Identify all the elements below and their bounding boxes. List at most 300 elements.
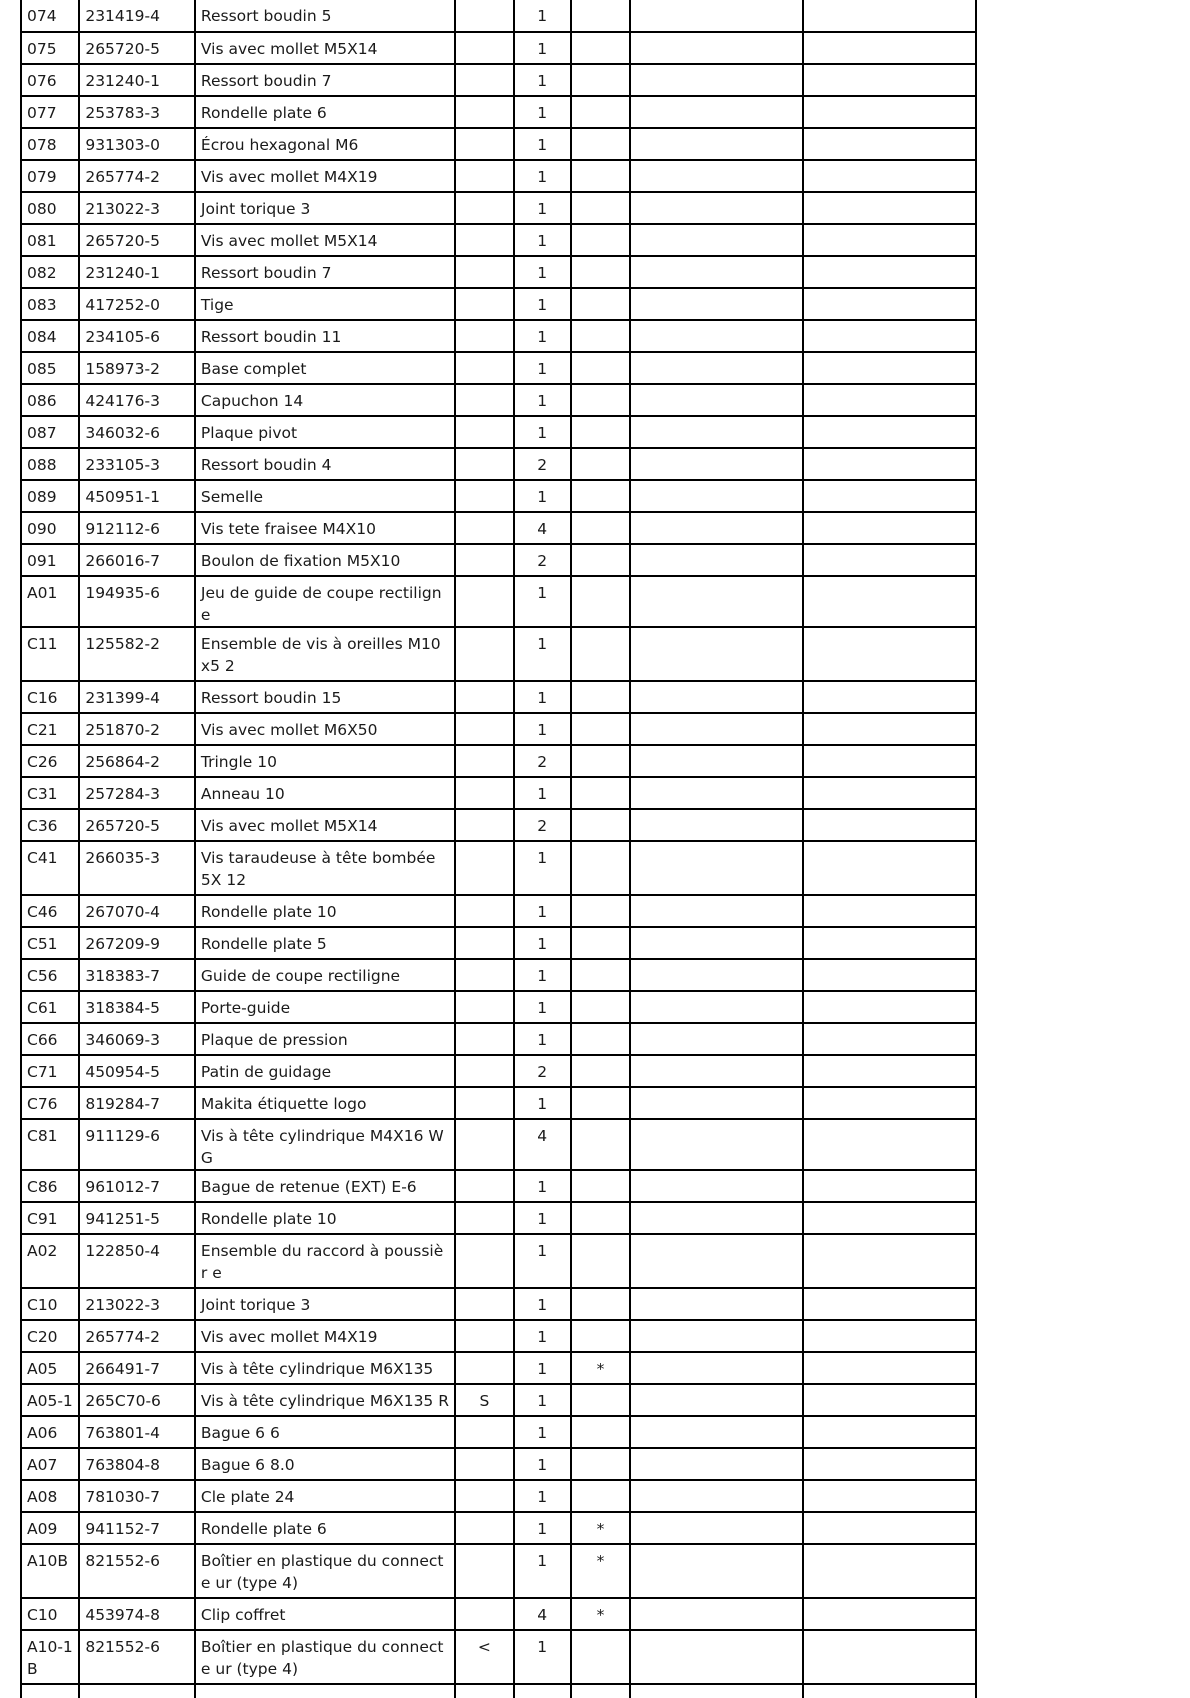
part-note xyxy=(455,288,513,320)
part-quantity: 1 xyxy=(514,32,571,64)
empty-cell-a xyxy=(630,895,803,927)
table-row xyxy=(21,1055,976,1087)
part-mark xyxy=(571,1202,630,1234)
part-position: 087 xyxy=(21,416,79,448)
part-number: 961012-7 xyxy=(79,1170,195,1202)
part-position: C71 xyxy=(21,1055,79,1087)
empty-cell-a xyxy=(630,809,803,841)
empty-cell-a xyxy=(630,1288,803,1320)
part-note xyxy=(455,713,513,745)
parts-table xyxy=(20,0,977,1698)
part-quantity: 1 xyxy=(514,256,571,288)
part-position: 074 xyxy=(21,0,79,32)
part-number: 231419-4 xyxy=(79,0,195,32)
part-description: Tige xyxy=(195,288,455,320)
empty-cell-a xyxy=(630,32,803,64)
empty-cell-a xyxy=(630,576,803,627)
part-note xyxy=(455,32,513,64)
table-row xyxy=(21,681,976,713)
part-description: Bague de retenue (EXT) E-6 xyxy=(195,1170,455,1202)
part-mark xyxy=(571,627,630,681)
part-mark xyxy=(571,1170,630,1202)
part-mark xyxy=(571,927,630,959)
part-quantity: 1 xyxy=(514,160,571,192)
part-number: 318383-7 xyxy=(79,959,195,991)
empty-cell-b xyxy=(803,544,976,576)
part-number: 266035-3 xyxy=(79,841,195,895)
table-row xyxy=(21,1480,976,1512)
part-description: Ressort boudin 7 xyxy=(195,256,455,288)
empty-cell-b xyxy=(803,32,976,64)
empty-cell-b xyxy=(803,1416,976,1448)
part-mark xyxy=(571,1119,630,1170)
part-mark xyxy=(571,32,630,64)
part-position: A05-1 xyxy=(21,1384,79,1416)
part-number: 450951-1 xyxy=(79,480,195,512)
empty-cell-b xyxy=(803,416,976,448)
empty-cell-a xyxy=(630,544,803,576)
part-mark xyxy=(571,895,630,927)
table-row xyxy=(21,1512,976,1544)
part-description: Clip coffret xyxy=(195,1598,455,1630)
empty-cell-a xyxy=(630,224,803,256)
part-description: Semelle xyxy=(195,480,455,512)
part-quantity: 1 xyxy=(514,1512,571,1544)
part-note xyxy=(455,745,513,777)
part-description: Rondelle plate 10 xyxy=(195,895,455,927)
part-position: C36 xyxy=(21,809,79,841)
part-number: 194935-6 xyxy=(79,576,195,627)
part-number: 821552-6 xyxy=(79,1630,195,1684)
part-quantity: 2 xyxy=(514,448,571,480)
table-row xyxy=(21,1087,976,1119)
table-row xyxy=(21,991,976,1023)
empty-cell-b xyxy=(803,959,976,991)
part-position: 080 xyxy=(21,192,79,224)
part-description: Vis avec mollet M6X50 xyxy=(195,713,455,745)
part-number: 781030-7 xyxy=(79,1480,195,1512)
part-description: Makita étiquette logo xyxy=(195,1087,455,1119)
part-note xyxy=(455,841,513,895)
empty-cell-b xyxy=(803,1170,976,1202)
part-number: 251870-2 xyxy=(79,713,195,745)
part-description: Vis à tête cylindrique M6X135 R xyxy=(195,1384,455,1416)
part-number: 266491-7 xyxy=(79,1352,195,1384)
part-number: 265720-5 xyxy=(79,809,195,841)
table-row xyxy=(21,1023,976,1055)
part-mark xyxy=(571,681,630,713)
part-note xyxy=(455,1512,513,1544)
part-mark xyxy=(571,480,630,512)
part-mark xyxy=(571,1416,630,1448)
part-note xyxy=(455,1352,513,1384)
part-note: < xyxy=(455,1630,513,1684)
part-number: 911129-6 xyxy=(79,1119,195,1170)
part-description: Porte-guide xyxy=(195,991,455,1023)
part-quantity: 1 xyxy=(514,0,571,32)
part-number: 265774-2 xyxy=(79,1320,195,1352)
part-quantity: 1 xyxy=(514,192,571,224)
table-row xyxy=(21,1119,976,1170)
part-position: C46 xyxy=(21,895,79,927)
empty-cell-b xyxy=(803,192,976,224)
table-row xyxy=(21,544,976,576)
part-mark xyxy=(571,512,630,544)
part-position: C20 xyxy=(21,1320,79,1352)
empty-cell-a xyxy=(630,1598,803,1630)
part-description: Boîtier en plastique du connecte ur (type 4) xyxy=(195,1544,455,1598)
empty-cell-b xyxy=(803,576,976,627)
part-mark xyxy=(571,128,630,160)
part-position: C86 xyxy=(21,1170,79,1202)
empty-cell-a xyxy=(630,1630,803,1684)
part-position: 086 xyxy=(21,384,79,416)
part-position: A07 xyxy=(21,1448,79,1480)
part-position: 081 xyxy=(21,224,79,256)
empty-cell-b xyxy=(803,1288,976,1320)
part-mark xyxy=(571,1087,630,1119)
empty-cell-a xyxy=(630,320,803,352)
table-row xyxy=(21,959,976,991)
empty-cell-b xyxy=(803,1384,976,1416)
part-note xyxy=(455,64,513,96)
empty-cell-b xyxy=(803,96,976,128)
table-row xyxy=(21,256,976,288)
part-note xyxy=(455,1119,513,1170)
part-description: Plaque de pression xyxy=(195,1023,455,1055)
part-note xyxy=(455,895,513,927)
part-note xyxy=(455,627,513,681)
part-quantity: 1 xyxy=(514,1416,571,1448)
empty-cell-a xyxy=(630,1023,803,1055)
empty-cell-b xyxy=(803,841,976,895)
part-number: 912112-6 xyxy=(79,512,195,544)
part-position: 075 xyxy=(21,32,79,64)
part-mark xyxy=(571,192,630,224)
empty-cell-a xyxy=(630,1544,803,1598)
part-position: A10B xyxy=(21,1544,79,1598)
part-number: 213022-3 xyxy=(79,1288,195,1320)
empty-cell-b xyxy=(803,64,976,96)
part-quantity: 1 xyxy=(514,1234,571,1288)
table-row xyxy=(21,320,976,352)
part-note xyxy=(455,160,513,192)
part-description: Joint torique 3 xyxy=(195,192,455,224)
part-quantity: 1 xyxy=(514,777,571,809)
part-mark: * xyxy=(571,1544,630,1598)
table-row xyxy=(21,1448,976,1480)
empty-cell-a xyxy=(630,1448,803,1480)
part-position: 088 xyxy=(21,448,79,480)
part-note xyxy=(455,1480,513,1512)
empty-cell-b xyxy=(803,1630,976,1684)
part-position: A09 xyxy=(21,1512,79,1544)
part-mark xyxy=(571,959,630,991)
table-row xyxy=(21,809,976,841)
part-number: 424176-3 xyxy=(79,384,195,416)
part-note xyxy=(455,809,513,841)
part-quantity: 1 xyxy=(514,320,571,352)
part-note xyxy=(455,384,513,416)
part-note xyxy=(455,1055,513,1087)
part-number: 265720-5 xyxy=(79,224,195,256)
part-note xyxy=(455,448,513,480)
part-description: Anneau 10 xyxy=(195,777,455,809)
part-number: 265C70-6 xyxy=(79,1384,195,1416)
empty-cell-a xyxy=(630,713,803,745)
part-note xyxy=(455,352,513,384)
empty-cell-a xyxy=(630,448,803,480)
part-quantity: 1 xyxy=(514,224,571,256)
part-quantity: 4 xyxy=(514,1119,571,1170)
empty-cell-b xyxy=(803,927,976,959)
part-mark xyxy=(571,713,630,745)
part-quantity: 1 xyxy=(514,927,571,959)
part-description: Ressort boudin 15 xyxy=(195,681,455,713)
empty-cell-a xyxy=(630,1087,803,1119)
table-row xyxy=(21,0,976,32)
part-position: C21 xyxy=(21,713,79,745)
part-position: 077 xyxy=(21,96,79,128)
table-row xyxy=(21,288,976,320)
part-mark xyxy=(571,1234,630,1288)
table-row xyxy=(21,1352,976,1384)
part-description: Boulon de fixation M5X10 xyxy=(195,544,455,576)
empty-cell-a xyxy=(630,128,803,160)
part-note xyxy=(455,1170,513,1202)
table-row xyxy=(21,64,976,96)
table-row xyxy=(21,192,976,224)
empty-cell-a xyxy=(630,1352,803,1384)
part-mark xyxy=(571,64,630,96)
part-position: 079 xyxy=(21,160,79,192)
empty-cell-b xyxy=(803,320,976,352)
table-row xyxy=(21,1320,976,1352)
part-number: 931303-0 xyxy=(79,128,195,160)
part-note xyxy=(455,544,513,576)
part-number: 941251-5 xyxy=(79,1202,195,1234)
table-row xyxy=(21,895,976,927)
part-note xyxy=(455,224,513,256)
part-description: Tringle 10 xyxy=(195,745,455,777)
table-row xyxy=(21,512,976,544)
part-mark xyxy=(571,1384,630,1416)
empty-cell-a xyxy=(630,1480,803,1512)
table-row xyxy=(21,1234,976,1288)
part-description: Ressort boudin 4 xyxy=(195,448,455,480)
part-position: C56 xyxy=(21,959,79,991)
part-mark xyxy=(571,0,630,32)
part-number: 231240-1 xyxy=(79,256,195,288)
part-number: 122850-4 xyxy=(79,1234,195,1288)
empty-cell-b xyxy=(803,991,976,1023)
part-number: 318384-5 xyxy=(79,991,195,1023)
part-description: Base complet xyxy=(195,352,455,384)
part-description: Jeu de guide de coupe rectiligne xyxy=(195,576,455,627)
part-note xyxy=(455,416,513,448)
empty-cell-b xyxy=(803,128,976,160)
empty-cell-b xyxy=(803,160,976,192)
part-quantity: 1 xyxy=(514,1202,571,1234)
part-mark xyxy=(571,256,630,288)
part-mark xyxy=(571,320,630,352)
empty-cell-b xyxy=(803,288,976,320)
part-position: 089 xyxy=(21,480,79,512)
empty-cell-a xyxy=(630,1055,803,1087)
part-quantity: 1 xyxy=(514,1087,571,1119)
part-number: 941152-7 xyxy=(79,1512,195,1544)
table-row xyxy=(21,841,976,895)
part-quantity: 1 xyxy=(514,1384,571,1416)
empty-cell-a xyxy=(630,627,803,681)
empty-cell-a xyxy=(630,1202,803,1234)
empty-cell-a xyxy=(630,288,803,320)
part-position: C76 xyxy=(21,1087,79,1119)
part-number: 763801-4 xyxy=(79,1416,195,1448)
empty-cell-b xyxy=(803,224,976,256)
part-note xyxy=(455,991,513,1023)
part-quantity: 1 xyxy=(514,1352,571,1384)
part-number: 265774-2 xyxy=(79,160,195,192)
empty-cell-a xyxy=(630,64,803,96)
empty-cell-a xyxy=(630,192,803,224)
empty-cell-b xyxy=(803,384,976,416)
table-row xyxy=(21,1202,976,1234)
part-number: 256864-2 xyxy=(79,745,195,777)
part-position: A06 xyxy=(21,1416,79,1448)
empty-cell-b xyxy=(803,448,976,480)
table-row xyxy=(21,1288,976,1320)
part-description: Guide de coupe rectiligne xyxy=(195,959,455,991)
part-mark xyxy=(571,1480,630,1512)
part-note xyxy=(455,959,513,991)
part-position: C41 xyxy=(21,841,79,895)
empty-cell-b xyxy=(803,1352,976,1384)
table-row xyxy=(21,627,976,681)
part-note xyxy=(455,1598,513,1630)
part-quantity: 1 xyxy=(514,128,571,160)
part-number: 819284-7 xyxy=(79,1087,195,1119)
table-row xyxy=(21,352,976,384)
part-mark xyxy=(571,1023,630,1055)
empty-cell-a xyxy=(630,1320,803,1352)
part-note xyxy=(455,96,513,128)
empty-cell-a xyxy=(630,1512,803,1544)
empty-cell-b xyxy=(803,1320,976,1352)
empty-cell-b xyxy=(803,1480,976,1512)
part-quantity: 1 xyxy=(514,576,571,627)
empty-cell-a xyxy=(630,745,803,777)
table-row xyxy=(21,416,976,448)
table-row xyxy=(21,1598,976,1630)
part-note xyxy=(455,512,513,544)
part-number: 267209-9 xyxy=(79,927,195,959)
table-row xyxy=(21,777,976,809)
empty-cell-a xyxy=(630,416,803,448)
empty-cell-b xyxy=(803,777,976,809)
part-quantity: 1 xyxy=(514,384,571,416)
part-mark xyxy=(571,96,630,128)
part-description: Vis avec mollet M4X19 xyxy=(195,1320,455,1352)
part-number: 265720-5 xyxy=(79,32,195,64)
part-description: Cle plate 24 xyxy=(195,1480,455,1512)
part-number: 257284-3 xyxy=(79,777,195,809)
table-row xyxy=(21,576,976,627)
part-position: 082 xyxy=(21,256,79,288)
empty-cell-a xyxy=(630,1384,803,1416)
part-quantity: 1 xyxy=(514,627,571,681)
empty-cell-b xyxy=(803,681,976,713)
empty-cell xyxy=(803,1684,976,1698)
empty-cell-a xyxy=(630,256,803,288)
part-note xyxy=(455,1320,513,1352)
part-quantity: 1 xyxy=(514,991,571,1023)
empty-cell xyxy=(21,1684,79,1698)
empty-cell-a xyxy=(630,384,803,416)
empty-cell-b xyxy=(803,352,976,384)
empty-cell-b xyxy=(803,480,976,512)
part-description: Vis avec mollet M5X14 xyxy=(195,809,455,841)
empty-cell-a xyxy=(630,927,803,959)
part-mark xyxy=(571,1055,630,1087)
part-number: 234105-6 xyxy=(79,320,195,352)
part-position: 078 xyxy=(21,128,79,160)
part-quantity: 1 xyxy=(514,416,571,448)
part-number: 125582-2 xyxy=(79,627,195,681)
part-note xyxy=(455,1544,513,1598)
part-quantity: 1 xyxy=(514,841,571,895)
empty-cell-a xyxy=(630,959,803,991)
empty-cell-b xyxy=(803,1023,976,1055)
part-position: C31 xyxy=(21,777,79,809)
part-note xyxy=(455,576,513,627)
part-note xyxy=(455,927,513,959)
part-quantity: 1 xyxy=(514,1320,571,1352)
part-note xyxy=(455,1234,513,1288)
empty-cell-a xyxy=(630,0,803,32)
part-quantity: 4 xyxy=(514,512,571,544)
part-mark xyxy=(571,809,630,841)
part-note xyxy=(455,1448,513,1480)
table-row xyxy=(21,1544,976,1598)
empty-cell-b xyxy=(803,1544,976,1598)
empty-cell-a xyxy=(630,777,803,809)
empty-cell xyxy=(455,1684,513,1698)
part-quantity: 1 xyxy=(514,959,571,991)
part-number: 266016-7 xyxy=(79,544,195,576)
part-note xyxy=(455,1023,513,1055)
part-quantity: 1 xyxy=(514,1544,571,1598)
part-mark xyxy=(571,288,630,320)
part-position: C10 xyxy=(21,1288,79,1320)
part-mark: * xyxy=(571,1352,630,1384)
table-row xyxy=(21,160,976,192)
part-number: 763804-8 xyxy=(79,1448,195,1480)
part-position: C81 xyxy=(21,1119,79,1170)
empty-cell-a xyxy=(630,480,803,512)
part-quantity: 1 xyxy=(514,288,571,320)
part-description: Patin de guidage xyxy=(195,1055,455,1087)
part-description: Rondelle plate 5 xyxy=(195,927,455,959)
part-position: 084 xyxy=(21,320,79,352)
empty-cell-b xyxy=(803,1512,976,1544)
part-description: Ressort boudin 11 xyxy=(195,320,455,352)
part-description: Écrou hexagonal M6 xyxy=(195,128,455,160)
empty-cell xyxy=(195,1684,455,1698)
part-position: 076 xyxy=(21,64,79,96)
empty-cell-b xyxy=(803,713,976,745)
part-note xyxy=(455,128,513,160)
